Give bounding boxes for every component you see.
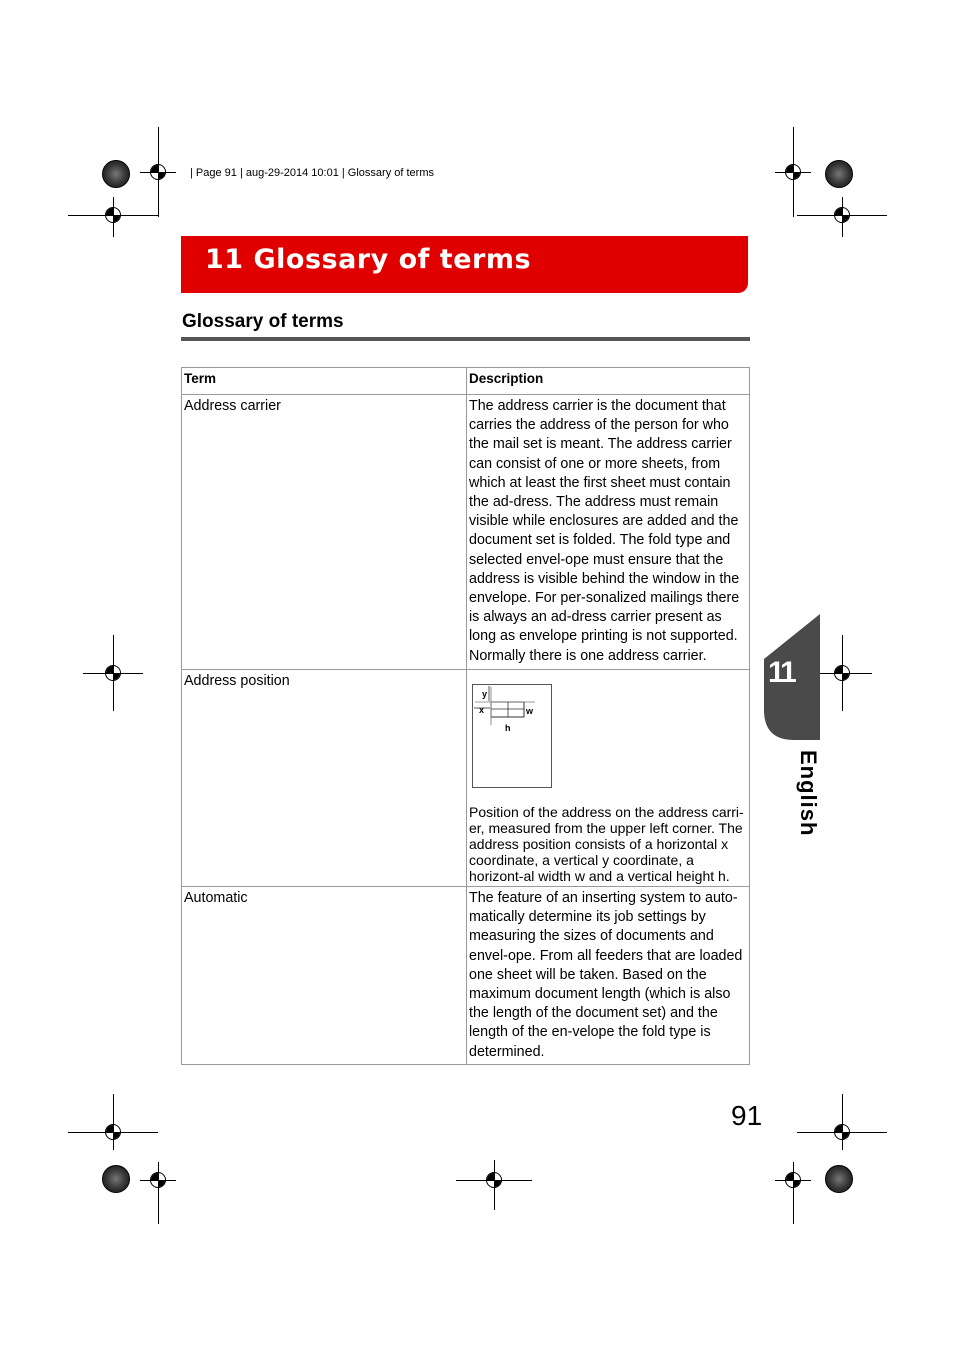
glossary-table — [181, 367, 750, 1065]
term-cell: Address carrier — [182, 395, 467, 670]
figure-label-w: w — [526, 706, 534, 716]
description-cell: The address carrier is the document that carries the address of the person for who the mail set is meant. The address carrier can consist of one or more sheets, from which at least the first sheet must contain the ad-dress. The address must remain visible while enclosures are added and the document set is folded. The fold type and selected envel-ope must ensure that the address is visible behind the window in the envelope. For per-sonalized mailings there is always an ad-dress carrier present as long as envelope printing is not supported. Normally there is one address carrier. — [467, 395, 750, 670]
description-text: Position of the address on the address carri-er, measured from the upper left corner. The address position consists of a horizontal x coordinate, a vertical y coordinate, a horizont-al width w and a vertical height h. — [469, 804, 744, 884]
figure-label-y: y — [482, 689, 488, 699]
chapter-title: 11 Glossary of terms — [205, 244, 532, 275]
column-header-description: Description — [467, 368, 750, 395]
table-row — [182, 670, 750, 887]
term-cell: Address position — [182, 670, 467, 887]
language-label: English — [796, 750, 821, 837]
registration-dot-top-right — [825, 160, 853, 188]
column-header-term: Term — [182, 368, 467, 395]
table-row — [182, 395, 750, 670]
chapter-tab-number: 11 — [768, 656, 794, 689]
section-divider — [181, 337, 750, 341]
figure-label-x: x — [479, 705, 485, 715]
section-title: Glossary of terms — [182, 311, 344, 332]
table-header-row — [182, 368, 750, 395]
page-number: 91 — [731, 1100, 763, 1131]
registration-dot-top-left — [102, 160, 130, 188]
term-cell: Automatic — [182, 887, 467, 1065]
figure-label-h: h — [505, 723, 511, 733]
description-cell: The feature of an inserting system to auto-matically determine its job settings by measuring the sizes of documents and envel-ope. From all feeders that are loaded one sheet will be taken. Based on the maximum document length (which is also the length of the document set) and the length of the en-velope the fold type is determined. — [467, 887, 750, 1065]
description-cell — [467, 670, 750, 887]
address-position-diagram — [472, 684, 552, 788]
table-row — [182, 887, 750, 1065]
registration-dot-bottom-left — [102, 1165, 130, 1193]
registration-dot-bottom-right — [825, 1165, 853, 1193]
print-header-info: | Page 91 | aug-29-2014 10:01 | Glossary of terms — [190, 167, 434, 179]
